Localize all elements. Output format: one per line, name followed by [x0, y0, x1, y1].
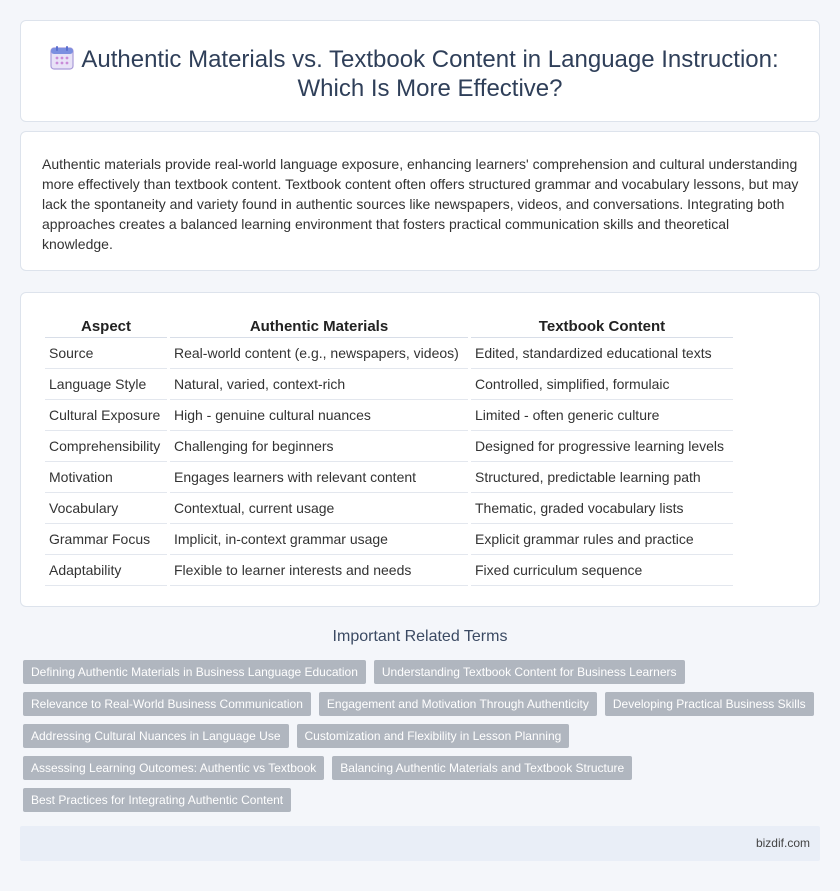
table-row [45, 338, 733, 369]
comparison-card [20, 292, 820, 607]
cell-aspect: Adaptability [45, 555, 167, 586]
cell-aspect: Language Style [45, 369, 167, 400]
footer [20, 826, 820, 861]
cell-authentic: Real-world content (e.g., newspapers, videos) [170, 338, 468, 369]
cell-textbook: Thematic, graded vocabulary lists [471, 493, 733, 524]
table-row [45, 555, 733, 586]
table-row [45, 400, 733, 431]
cell-aspect: Cultural Exposure [45, 400, 167, 431]
related-term-tag[interactable]: Defining Authentic Materials in Business Language Education [23, 660, 366, 684]
table-row [45, 369, 733, 400]
cell-authentic: Flexible to learner interests and needs [170, 555, 468, 586]
cell-authentic: High - genuine cultural nuances [170, 400, 468, 431]
cell-textbook: Fixed curriculum sequence [471, 555, 733, 586]
cell-textbook: Designed for progressive learning levels [471, 431, 733, 462]
related-terms-title: Important Related Terms [332, 628, 508, 645]
table-row [45, 524, 733, 555]
summary-text: Authentic materials provide real-world language exposure, enhancing learners' comprehension and cultural understanding more effectively than textbook content. Textbook content often offers structured grammar and vocabulary lessons, but may lack the spontaneity and variety found in authentic sources like newspapers, videos, and conversations. Integrating both approaches creates a balanced learning environment that fosters practical communication skills and theoretical knowledge. [42, 156, 799, 252]
page-title: Authentic Materials vs. Textbook Content in Language Instruction: Which Is More Effective? [81, 46, 779, 102]
table-row [45, 462, 733, 493]
related-term-tag[interactable]: Developing Practical Business Skills [605, 692, 814, 716]
related-term-tag[interactable]: Balancing Authentic Materials and Textbook Structure [332, 756, 632, 780]
related-terms-list [23, 660, 823, 812]
related-term-tag[interactable]: Engagement and Motivation Through Authenticity [319, 692, 597, 716]
cell-authentic: Implicit, in-context grammar usage [170, 524, 468, 555]
header-authentic: Authentic Materials [170, 316, 468, 338]
header-aspect: Aspect [45, 316, 167, 338]
cell-authentic: Natural, varied, context-rich [170, 369, 468, 400]
related-term-tag[interactable]: Addressing Cultural Nuances in Language Use [23, 724, 289, 748]
related-term-tag[interactable]: Assessing Learning Outcomes: Authentic vs Textbook [23, 756, 324, 780]
cell-textbook: Controlled, simplified, formulaic [471, 369, 733, 400]
cell-aspect: Grammar Focus [45, 524, 167, 555]
cell-textbook: Edited, standardized educational texts [471, 338, 733, 369]
cell-authentic: Contextual, current usage [170, 493, 468, 524]
cell-aspect: Motivation [45, 462, 167, 493]
cell-aspect: Comprehensibility [45, 431, 167, 462]
cell-textbook: Limited - often generic culture [471, 400, 733, 431]
table-header-row [45, 316, 733, 338]
cell-textbook: Explicit grammar rules and practice [471, 524, 733, 555]
cell-aspect: Source [45, 338, 167, 369]
comparison-table [42, 316, 736, 586]
summary-card [20, 131, 820, 271]
title-card [20, 20, 820, 122]
header-textbook: Textbook Content [471, 316, 733, 338]
cell-authentic: Engages learners with relevant content [170, 462, 468, 493]
related-term-tag[interactable]: Best Practices for Integrating Authentic Content [23, 788, 291, 812]
cell-aspect: Vocabulary [45, 493, 167, 524]
cell-authentic: Challenging for beginners [170, 431, 468, 462]
related-term-tag[interactable]: Understanding Textbook Content for Business Learners [374, 660, 685, 684]
related-term-tag[interactable]: Relevance to Real-World Business Communication [23, 692, 311, 716]
related-term-tag[interactable]: Customization and Flexibility in Lesson Planning [297, 724, 570, 748]
table-row [45, 431, 733, 462]
table-row [45, 493, 733, 524]
cell-textbook: Structured, predictable learning path [471, 462, 733, 493]
site-link[interactable]: bizdif.com [755, 836, 810, 850]
